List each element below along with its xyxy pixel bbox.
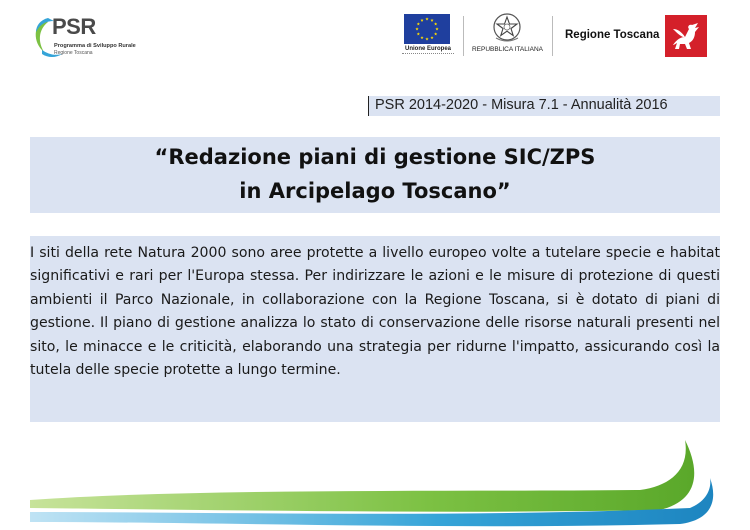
eu-star-icon <box>420 19 423 22</box>
eu-star-icon <box>420 36 423 39</box>
psr-region-name: Regione Toscana <box>54 50 93 56</box>
psr-mark-text: PSR <box>52 14 96 39</box>
body-paragraph: I siti della rete Natura 2000 sono aree protette a livello europeo volte a tutelare specie e habitat significativi e rari per l'Europa stessa. Per indirizzare le azioni e le misure di protezione di questi ambienti il Parco Nazionale, in collaborazione con la Regione Toscana, si è dotato di piani di gestione. Il piano di gestione analizza lo stato di conservazione delle risorse naturali presenti nel sito, le minacce e le criticità, elaborando una strategia per ridurne l'impatto, assicurando così la tutela delle specie protette a lungo termine. <box>30 245 720 379</box>
title-line-1: “Redazione piani di gestione SIC/ZPS <box>154 145 596 169</box>
psr-logo <box>30 12 140 62</box>
eu-flag-icon <box>404 14 450 44</box>
regione-toscana-label: Regione Toscana <box>565 29 660 41</box>
eu-star-icon <box>430 36 433 39</box>
psr-program-name: Programma di Sviluppo Rurale <box>54 43 136 49</box>
title-line-2: in Arcipelago Toscano” <box>239 179 511 203</box>
pegasus-flag-icon <box>665 15 707 57</box>
body-band <box>30 236 720 422</box>
eu-star-icon <box>435 27 438 30</box>
green-blue-swoosh-decoration <box>0 430 750 530</box>
eu-star-icon <box>415 27 418 30</box>
eu-label: Unione Europea <box>404 46 451 52</box>
eu-star-icon <box>434 32 437 35</box>
eu-star-icon <box>434 22 437 25</box>
italian-republic-label: REPUBBLICA ITALIANA <box>471 46 544 53</box>
eu-star-icon <box>425 17 428 20</box>
eu-star-icon <box>425 37 428 40</box>
italian-republic-logo <box>470 12 545 60</box>
eu-star-icon <box>417 22 420 25</box>
subtitle-text: PSR 2014-2020 - Misura 7.1 - Annualità 2016 <box>375 97 668 113</box>
italian-republic-emblem-icon <box>490 12 524 44</box>
eu-fine-print-decoration <box>402 53 454 58</box>
eu-logo <box>402 14 454 60</box>
logo-divider <box>552 16 553 56</box>
logo-divider <box>463 16 464 56</box>
eu-star-icon <box>430 19 433 22</box>
subtitle-band <box>368 96 720 116</box>
title-band <box>30 137 720 213</box>
eu-star-icon <box>417 32 420 35</box>
